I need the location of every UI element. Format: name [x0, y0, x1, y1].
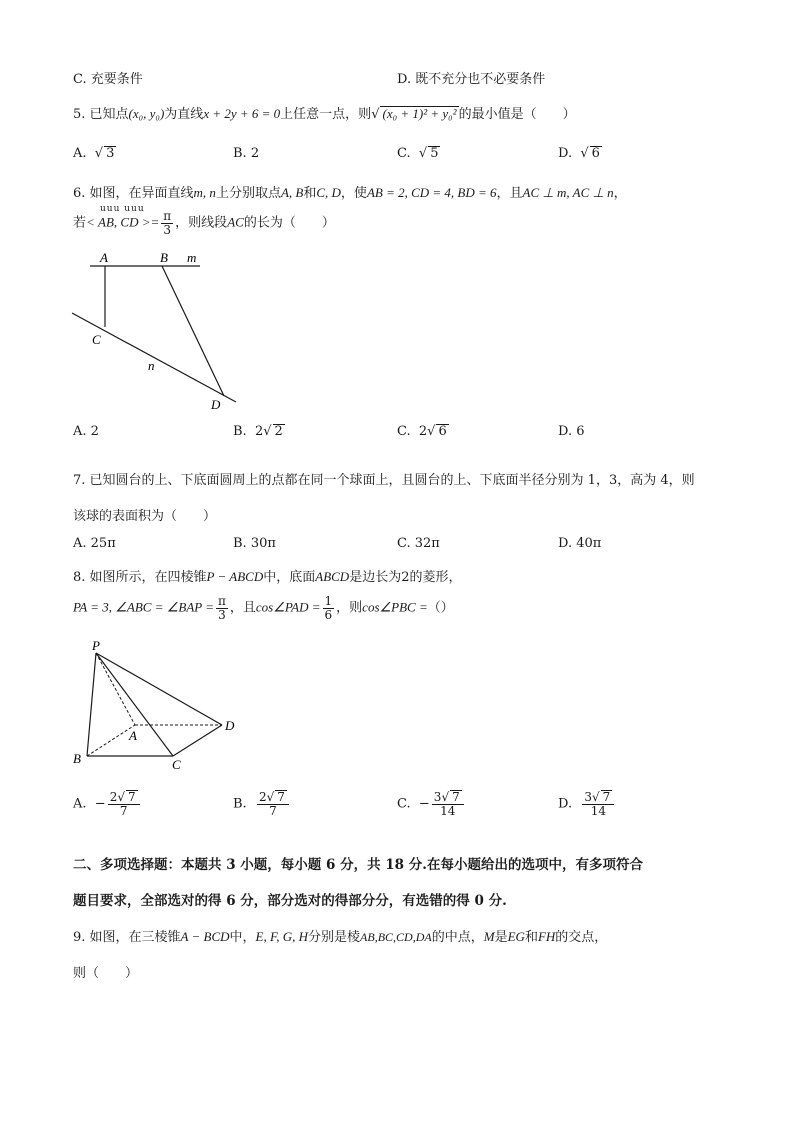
q9-segment-eg: EG — [507, 929, 525, 944]
q8-option-b-label: B. — [233, 796, 247, 812]
q8-option-d-label: D. — [558, 796, 573, 812]
q6-stem-line2-b: ，则线段 — [175, 215, 228, 231]
q9-stem-a: 9. 如图，在三棱锥 — [73, 930, 181, 945]
q9-and: 和 — [524, 930, 538, 945]
fraction-denominator: 6 — [324, 607, 333, 622]
q8-option-d-coef: 3 — [584, 790, 592, 804]
q6-if: 若 — [73, 215, 87, 231]
q8-option-a-radicand: 7 — [128, 790, 136, 804]
q6-stem-c: ，使 — [340, 186, 367, 201]
q8-stem-line2 — [73, 595, 454, 621]
q8-option-c-sign: − — [418, 796, 430, 812]
q8-condition-d: （） — [427, 600, 454, 616]
q6-option-c — [397, 424, 449, 439]
q5-option-a-value: 3 — [106, 146, 115, 161]
q5-option-a-label: A. — [73, 146, 87, 161]
q8-option-c-fraction — [432, 790, 464, 818]
q9-pyramid: A − BCD — [180, 929, 230, 944]
radical-sign: √ — [427, 424, 436, 439]
fraction-numerator: π — [218, 594, 226, 608]
q6-stem-a: 6. 如图，在异面直线 — [73, 186, 194, 201]
q5-stem-c: 上任意一点，则 — [280, 107, 372, 122]
q7-option-a: A. 25π — [73, 536, 116, 551]
q8-option-c — [397, 790, 466, 818]
section-2-header-line2: 题目要求，全部选对的得 6 分，部分选对的得部分分，有选错的得 0 分. — [73, 893, 507, 909]
q8-side-length: 2 — [401, 570, 410, 585]
q8-option-d — [558, 790, 616, 818]
q6-stem-b: 上分别取点 — [215, 186, 281, 201]
q7-option-b: B. 30π — [233, 536, 276, 551]
q5-option-d-label: D. — [558, 146, 573, 161]
q9-stem-line1 — [73, 926, 607, 945]
q8-option-d-fraction — [582, 790, 614, 818]
radical-sign: √ — [94, 146, 104, 161]
q6-option-d: D. 6 — [558, 424, 585, 439]
q7-option-c: C. 32π — [397, 536, 440, 551]
edge-pd — [96, 653, 222, 725]
q8-stem-line1 — [73, 566, 462, 585]
q4-option-d: D. 既不充分也不必要条件 — [397, 72, 546, 87]
radical-sign: √ — [371, 107, 380, 122]
q8-option-b-fraction — [257, 790, 289, 818]
q6-option-a: A. 2 — [73, 424, 99, 439]
radical-sign: √ — [418, 146, 428, 161]
q4-option-c: C. 充要条件 — [73, 72, 143, 87]
q6-segment: AC — [227, 214, 244, 230]
q5-option-b-value: 2 — [250, 146, 260, 161]
q9-stem-e: 是 — [494, 930, 508, 945]
q8-fraction-pi-3 — [216, 595, 228, 621]
radical-sign: √ — [580, 146, 589, 161]
q8-stem-d: 的菱形， — [409, 570, 462, 585]
q7-stem-line1: 7. 已知圆台的上、下底面圆周上的点都在同一个球面上，且圆台的上、下底面半径分别为 1，3，高为 4，则 — [73, 473, 695, 488]
q8-option-c-radicand: 7 — [452, 790, 460, 804]
q6-points-ab: A, B — [280, 185, 304, 200]
q8-cos-pad: cos∠PAD = — [255, 599, 321, 615]
q6-vector-angle: < AB, CD >= — [86, 214, 160, 230]
segment-bd — [162, 266, 224, 396]
q8-condition-a: PA = 3, ∠ABC = ∠BAP = — [73, 599, 214, 615]
q6-lines: m, n — [193, 185, 216, 200]
q9-stem-d: 的中点， — [431, 930, 484, 945]
label-b: B — [160, 250, 168, 265]
q8-stem-a: 8. 如图所示，在四棱锥 — [73, 570, 207, 585]
q8-cos-pbc: cos∠PBC = — [362, 599, 428, 615]
label-d: D — [225, 718, 235, 733]
q6-vector-marks: uuu uuu — [100, 204, 145, 214]
q6-option-c-radicand: 6 — [438, 424, 447, 439]
radical-sign: √ — [266, 790, 275, 804]
q8-pyramid: P − ABCD — [206, 569, 264, 584]
label-a: A — [100, 250, 108, 265]
q8-option-a — [73, 790, 142, 818]
label-p: P — [92, 638, 100, 653]
section-2-header-line1: 二、多项选择题：本题共 3 小题，每小题 6 分，共 18 分.在每小题给出的选项中，有多项符合 — [73, 857, 643, 873]
q5-point: (x₀, y₀) — [128, 106, 165, 121]
q8-option-a-denominator: 7 — [119, 804, 128, 819]
q9-edges: AB,BC,CD,DA — [360, 930, 432, 944]
q8-option-a-coef: 2 — [109, 790, 118, 804]
radical-sign: √ — [117, 790, 125, 804]
q9-points: E, F, G, H — [255, 929, 309, 944]
q6-option-b — [233, 424, 285, 439]
label-d: D — [211, 397, 221, 412]
q8-fraction-1-6 — [323, 595, 335, 621]
radical-sign: √ — [592, 790, 600, 804]
q5-stem-a: 5. 已知点 — [73, 107, 129, 122]
q9-stem-f: 的交点， — [555, 930, 608, 945]
q5-line: x + 2y + 6 = 0 — [203, 106, 281, 121]
q8-base: ABCD — [315, 569, 350, 584]
q9-segment-fh: FH — [537, 929, 556, 944]
q5-option-d-value: 6 — [591, 146, 600, 161]
q8-condition-b: ，且 — [229, 600, 256, 616]
label-c: C — [172, 757, 181, 772]
q7-stem-line2: 该球的表面积为（ ） — [73, 509, 217, 524]
q5-option-b-label: B. — [233, 146, 247, 161]
q9-stem-line2: 则（ ） — [73, 966, 139, 981]
q8-option-c-denominator: 14 — [440, 804, 456, 819]
q7-option-d: D. 40π — [558, 536, 602, 551]
q8-option-a-label: A. — [73, 796, 87, 812]
q5-option-c-label: C. — [397, 146, 411, 161]
q6-option-b-label: B. — [233, 424, 247, 439]
q5-expr: (x₀ + 1)² + y₀² — [382, 106, 457, 121]
q8-stem-b: 中，底面 — [263, 570, 316, 585]
radical-sign: √ — [263, 424, 272, 439]
fraction-denominator: 3 — [218, 607, 226, 622]
label-n: n — [148, 358, 155, 373]
q6-option-c-coef: 2 — [418, 424, 428, 439]
radical-sign: √ — [441, 790, 450, 804]
q6-points-cd: C, D — [316, 185, 341, 200]
q8-condition-c: ，则 — [336, 600, 363, 616]
edge-ba — [87, 725, 135, 756]
q6-stem-e: ， — [613, 186, 627, 201]
q5-stem-d: 的最小值是（ ） — [458, 107, 576, 122]
q5-stem-b: 为直线 — [164, 107, 204, 122]
q8-option-d-denominator: 14 — [590, 804, 606, 819]
fraction-numerator: π — [163, 209, 172, 223]
q6-conditions: AB = 2, CD = 4, BD = 6 — [366, 185, 497, 200]
fraction-numerator: 1 — [324, 594, 333, 608]
q8-option-d-radicand: 7 — [602, 790, 611, 804]
q9-point-m: M — [483, 929, 495, 944]
q8-option-b-coef: 2 — [258, 790, 267, 804]
q6-stem-d: ，且 — [496, 186, 523, 201]
q6-option-c-label: C. — [397, 424, 411, 439]
q8-option-a-fraction — [108, 790, 140, 818]
q8-option-c-label: C. — [397, 796, 411, 812]
q8-option-b — [233, 790, 291, 818]
q6-option-b-radicand: 2 — [274, 424, 283, 439]
label-b: B — [73, 751, 81, 766]
q9-stem-c: 分别是棱 — [308, 930, 361, 945]
q9-stem-b: 中， — [229, 930, 256, 945]
q6-stem-line2-c: 的长为（ ） — [243, 215, 335, 231]
q6-perpendicular: AC ⊥ m, AC ⊥ n — [522, 185, 614, 200]
q8-option-c-coef: 3 — [433, 790, 442, 804]
q8-option-b-denominator: 7 — [269, 804, 277, 819]
q6-option-b-coef: 2 — [254, 424, 264, 439]
fraction-denominator: 3 — [163, 222, 172, 237]
label-a: A — [129, 728, 137, 743]
q8-stem-c: 是边长为 — [349, 570, 402, 585]
q8-option-a-sign: − — [94, 796, 106, 812]
label-c: C — [92, 332, 101, 347]
edge-cd — [173, 725, 222, 756]
q8-option-b-radicand: 7 — [277, 790, 285, 804]
edge-pb — [87, 653, 96, 756]
q6-and: 和 — [303, 186, 317, 201]
label-m: m — [187, 250, 197, 265]
q5-option-c-value: 5 — [430, 146, 439, 161]
